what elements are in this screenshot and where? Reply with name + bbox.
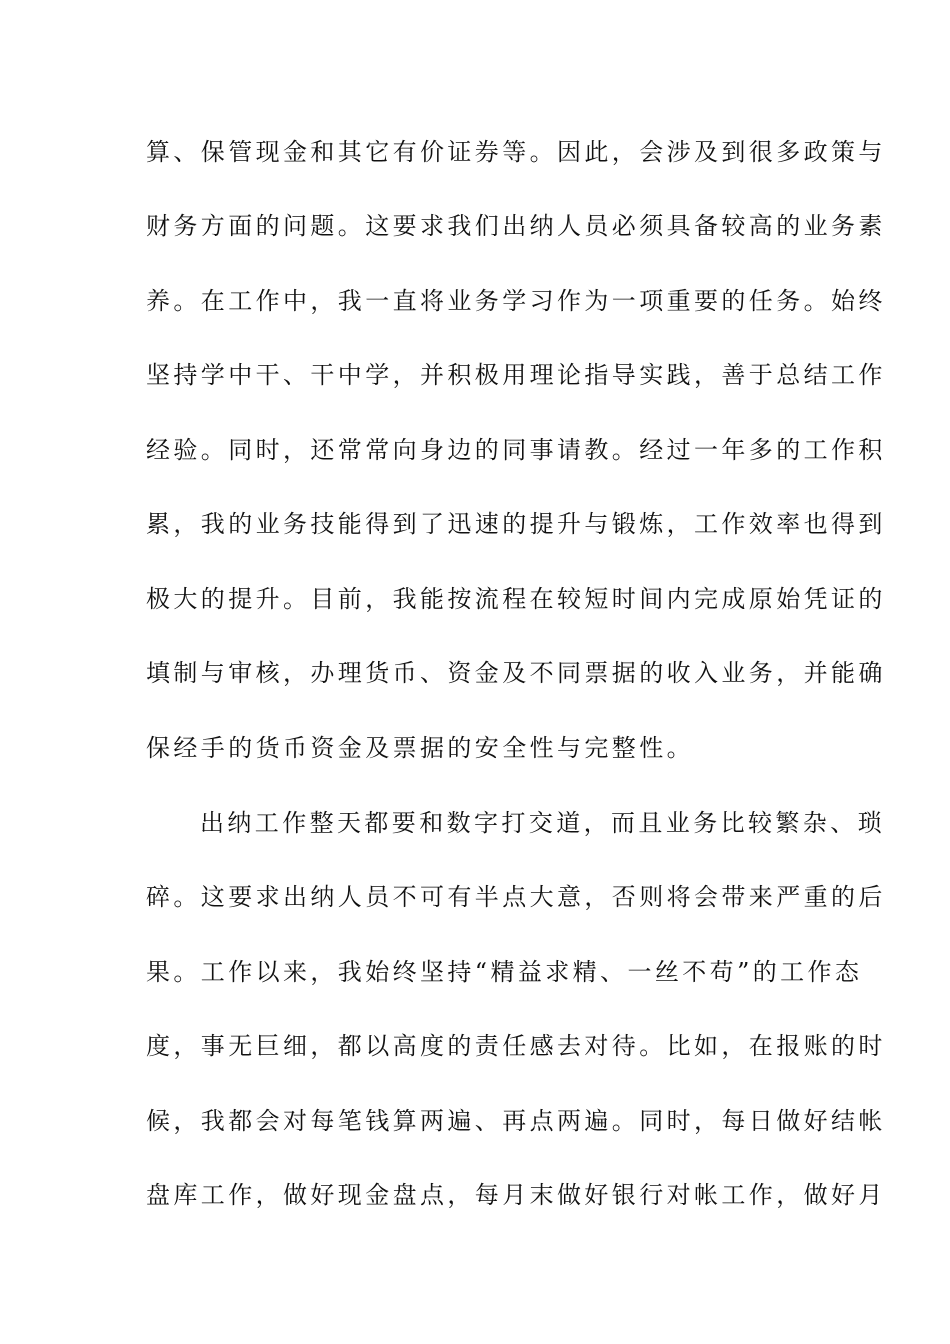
paragraph-1-line-4: 坚持学中干、干中学，并积极用理论指导实践，善于总结工作 (146, 361, 886, 389)
paragraph-1-line-1: 算、保管现金和其它有价证券等。因此，会涉及到很多政策与 (146, 138, 886, 166)
paragraph-1-line-3: 养。在工作中，我一直将业务学习作为一项重要的任务。始终 (146, 287, 886, 315)
paragraph-1-line-6: 累，我的业务技能得到了迅速的提升与锻炼，工作效率也得到 (146, 510, 886, 538)
paragraph-2-line-5: 候，我都会对每笔钱算两遍、再点两遍。同时，每日做好结帐 (146, 1107, 886, 1135)
paragraph-1-line-2: 财务方面的问题。这要求我们出纳人员必须具备较高的业务素 (146, 212, 886, 240)
paragraph-2-line-3: 果。工作以来，我始终坚持“精益求精、一丝不苟”的工作态 (146, 958, 863, 986)
paragraph-1-line-7: 极大的提升。目前，我能按流程在较短时间内完成原始凭证的 (146, 585, 886, 613)
paragraph-2-line-4: 度，事无巨细，都以高度的责任感去对待。比如，在报账的时 (146, 1032, 886, 1060)
paragraph-1-line-8: 填制与审核，办理货币、资金及不同票据的收入业务，并能确 (146, 659, 886, 687)
paragraph-2-line-6: 盘库工作，做好现金盘点，每月末做好银行对帐工作，做好月 (146, 1181, 886, 1209)
paragraph-2-line-1: 出纳工作整天都要和数字打交道，而且业务比较繁杂、琐 (200, 809, 885, 837)
paragraph-1-line-5: 经验。同时，还常常向身边的同事请教。经过一年多的工作积 (146, 436, 886, 464)
paragraph-2-line-2: 碎。这要求出纳人员不可有半点大意，否则将会带来严重的后 (146, 883, 886, 911)
paragraph-1-line-9: 保经手的货币资金及票据的安全性与完整性。 (146, 734, 694, 762)
